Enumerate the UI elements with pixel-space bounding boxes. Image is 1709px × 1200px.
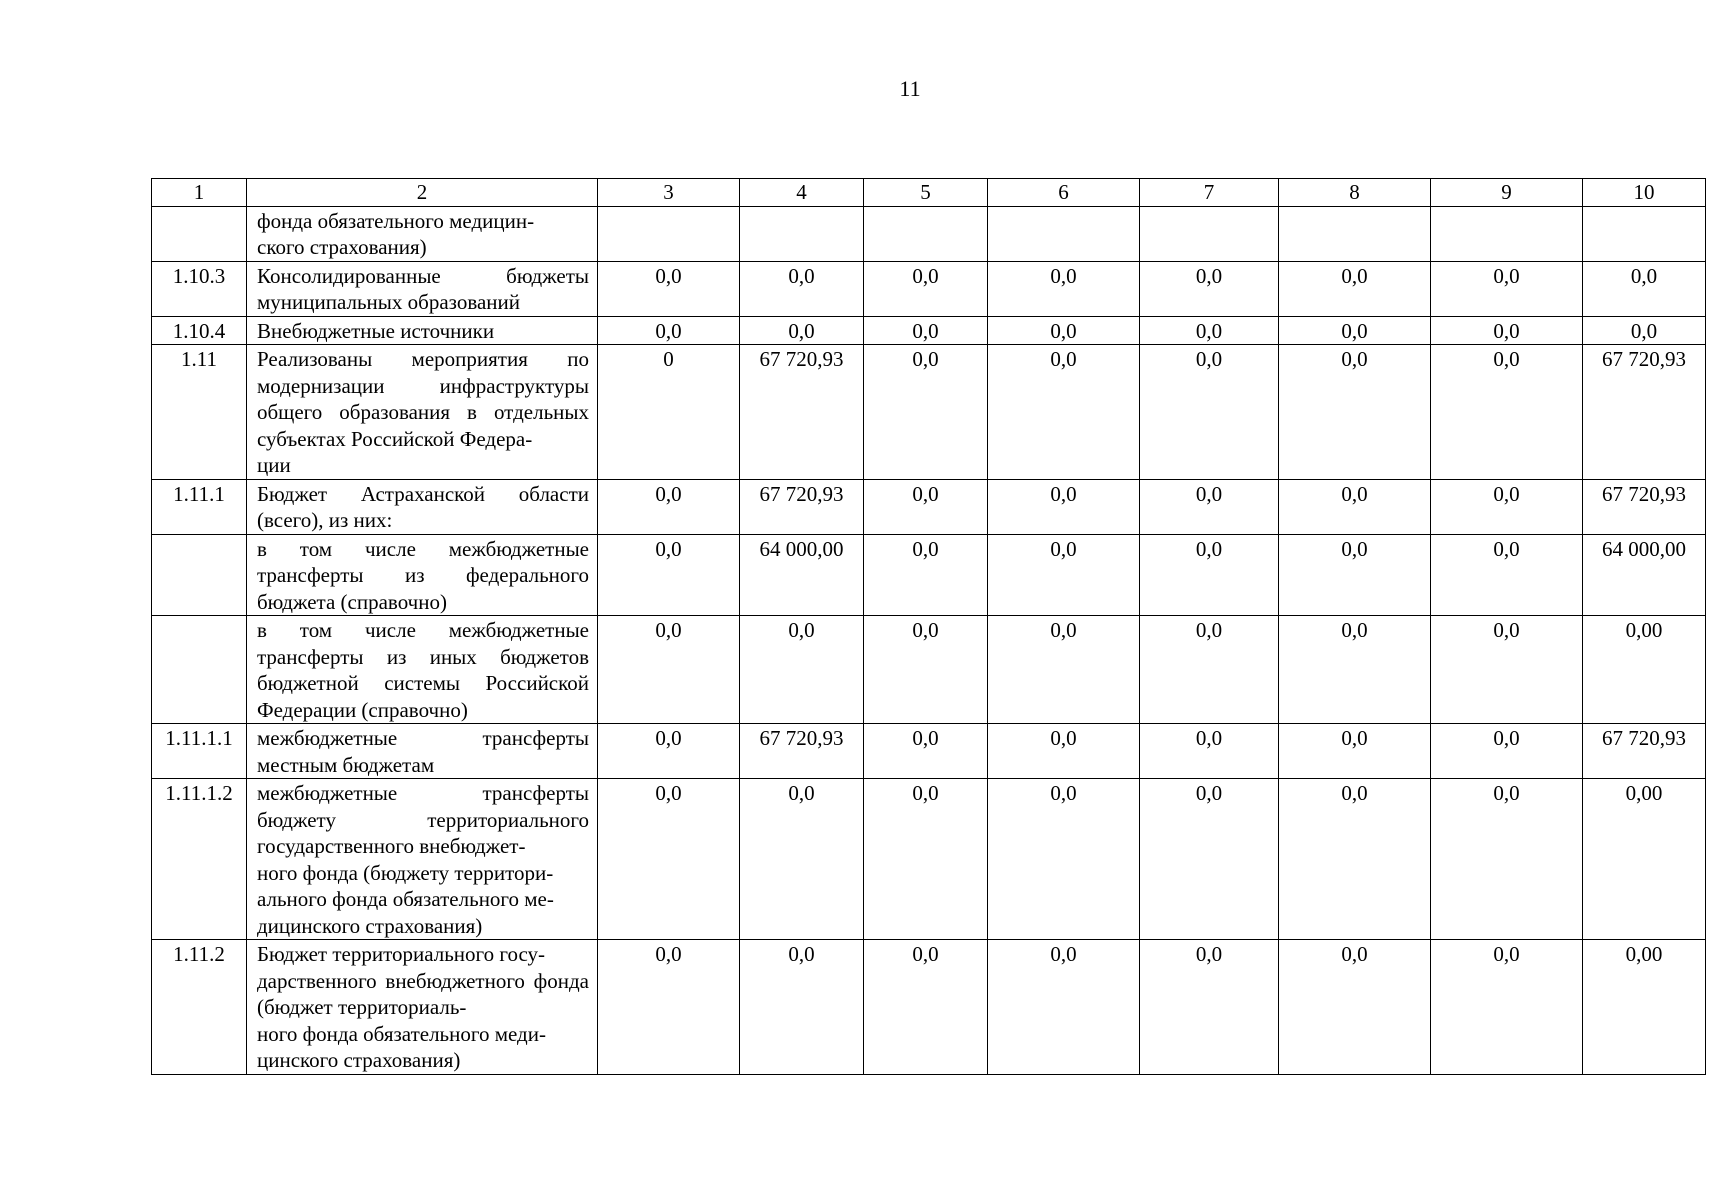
column-header: 10: [1583, 179, 1706, 207]
value-cell-col-4: 0,0: [740, 779, 864, 940]
row-name-cell: фонда обязательного медицин- ского страхования): [247, 206, 598, 261]
value-cell-col-8: 0,0: [1279, 316, 1431, 345]
table-row: [152, 479, 1706, 534]
value-cell-col-8: [1279, 206, 1431, 261]
value-cell-col-9: [1431, 206, 1583, 261]
column-header: 2: [247, 179, 598, 207]
value-cell-col-5: 0,0: [864, 616, 988, 724]
value-cell-col-3: 0,0: [598, 261, 740, 316]
row-name-cell: в том числе межбюджетные трансферты из федерального бюджета (справочно): [247, 534, 598, 616]
value-cell-col-4: 0,0: [740, 261, 864, 316]
table-row: [152, 724, 1706, 779]
value-cell-col-6: 0,0: [988, 479, 1140, 534]
page-number: 11: [899, 76, 921, 101]
value-cell-col-9: 0,0: [1431, 616, 1583, 724]
value-cell-col-10: 0,00: [1583, 779, 1706, 940]
value-cell-col-5: 0,0: [864, 316, 988, 345]
value-cell-col-9: 0,0: [1431, 534, 1583, 616]
value-cell-col-3: 0: [598, 345, 740, 480]
value-cell-col-5: 0,0: [864, 940, 988, 1075]
value-cell-col-9: 0,0: [1431, 940, 1583, 1075]
column-header: 6: [988, 179, 1140, 207]
value-cell-col-6: 0,0: [988, 261, 1140, 316]
value-cell-col-8: 0,0: [1279, 940, 1431, 1075]
value-cell-col-3: [598, 206, 740, 261]
column-header: 4: [740, 179, 864, 207]
value-cell-col-7: 0,0: [1140, 616, 1279, 724]
table-row: [152, 316, 1706, 345]
value-cell-col-4: 67 720,93: [740, 345, 864, 480]
value-cell-col-6: 0,0: [988, 779, 1140, 940]
value-cell-col-9: 0,0: [1431, 345, 1583, 480]
value-cell-col-8: 0,0: [1279, 261, 1431, 316]
value-cell-col-10: 0,0: [1583, 261, 1706, 316]
value-cell-col-6: [988, 206, 1140, 261]
row-code-cell: [152, 616, 247, 724]
value-cell-col-3: 0,0: [598, 779, 740, 940]
table-row: [152, 261, 1706, 316]
value-cell-col-6: 0,0: [988, 345, 1140, 480]
value-cell-col-8: 0,0: [1279, 479, 1431, 534]
value-cell-col-6: 0,0: [988, 616, 1140, 724]
row-name-cell: Реализованы мероприятия по модернизации инфраструктуры общего образования в отдельных субъектах Российской Федера- ции: [247, 345, 598, 480]
column-header: 9: [1431, 179, 1583, 207]
value-cell-col-10: 64 000,00: [1583, 534, 1706, 616]
value-cell-col-10: 67 720,93: [1583, 345, 1706, 480]
value-cell-col-4: 67 720,93: [740, 479, 864, 534]
value-cell-col-4: [740, 206, 864, 261]
value-cell-col-6: 0,0: [988, 940, 1140, 1075]
value-cell-col-5: 0,0: [864, 261, 988, 316]
value-cell-col-4: 64 000,00: [740, 534, 864, 616]
value-cell-col-6: 0,0: [988, 724, 1140, 779]
budget-table: [151, 178, 1706, 1075]
column-header: 5: [864, 179, 988, 207]
value-cell-col-8: 0,0: [1279, 616, 1431, 724]
value-cell-col-3: 0,0: [598, 534, 740, 616]
column-header: 7: [1140, 179, 1279, 207]
value-cell-col-3: 0,0: [598, 724, 740, 779]
header-row: [152, 179, 1706, 207]
row-code-cell: 1.11.2: [152, 940, 247, 1075]
value-cell-col-5: 0,0: [864, 345, 988, 480]
row-name-cell: Бюджет территориального госу- дарственного внебюджетного фонда (бюджет территориаль- ного фонда обязательного меди- цинского страхования): [247, 940, 598, 1075]
value-cell-col-7: 0,0: [1140, 534, 1279, 616]
value-cell-col-5: 0,0: [864, 479, 988, 534]
value-cell-col-5: 0,0: [864, 724, 988, 779]
table-row: [152, 940, 1706, 1075]
value-cell-col-7: 0,0: [1140, 261, 1279, 316]
value-cell-col-5: 0,0: [864, 779, 988, 940]
value-cell-col-3: 0,0: [598, 940, 740, 1075]
value-cell-col-4: 67 720,93: [740, 724, 864, 779]
row-code-cell: [152, 534, 247, 616]
row-code-cell: 1.10.4: [152, 316, 247, 345]
value-cell-col-8: 0,0: [1279, 534, 1431, 616]
value-cell-col-7: 0,0: [1140, 724, 1279, 779]
row-name-cell: Бюджет Астраханской области (всего), из них:: [247, 479, 598, 534]
value-cell-col-9: 0,0: [1431, 779, 1583, 940]
row-code-cell: 1.11.1: [152, 479, 247, 534]
value-cell-col-8: 0,0: [1279, 724, 1431, 779]
value-cell-col-8: 0,0: [1279, 345, 1431, 480]
value-cell-col-4: 0,0: [740, 940, 864, 1075]
row-code-cell: 1.11.1.1: [152, 724, 247, 779]
table-row: [152, 616, 1706, 724]
row-name-cell: Внебюджетные источники: [247, 316, 598, 345]
table-header: [152, 179, 1706, 207]
column-header: 3: [598, 179, 740, 207]
value-cell-col-7: 0,0: [1140, 316, 1279, 345]
row-code-cell: 1.11.1.2: [152, 779, 247, 940]
value-cell-col-3: 0,0: [598, 316, 740, 345]
column-header: 8: [1279, 179, 1431, 207]
row-code-cell: 1.11: [152, 345, 247, 480]
row-code-cell: [152, 206, 247, 261]
row-name-cell: Консолидированные бюджеты муниципальных образований: [247, 261, 598, 316]
value-cell-col-10: [1583, 206, 1706, 261]
column-header: 1: [152, 179, 247, 207]
value-cell-col-6: 0,0: [988, 534, 1140, 616]
value-cell-col-9: 0,0: [1431, 261, 1583, 316]
value-cell-col-5: [864, 206, 988, 261]
value-cell-col-9: 0,0: [1431, 479, 1583, 534]
value-cell-col-7: 0,0: [1140, 479, 1279, 534]
value-cell-col-9: 0,0: [1431, 316, 1583, 345]
table-row: [152, 345, 1706, 480]
row-name-cell: межбюджетные трансферты бюджету территориального государственного внебюджет- ного фонда (бюджету территори- ального фонда обязательного ме- дицинского страхования): [247, 779, 598, 940]
value-cell-col-7: 0,0: [1140, 940, 1279, 1075]
table-body: [152, 206, 1706, 1074]
value-cell-col-9: 0,0: [1431, 724, 1583, 779]
value-cell-col-4: 0,0: [740, 616, 864, 724]
value-cell-col-3: 0,0: [598, 479, 740, 534]
value-cell-col-10: 67 720,93: [1583, 724, 1706, 779]
table-row: [152, 206, 1706, 261]
value-cell-col-4: 0,0: [740, 316, 864, 345]
value-cell-col-5: 0,0: [864, 534, 988, 616]
value-cell-col-7: [1140, 206, 1279, 261]
value-cell-col-8: 0,0: [1279, 779, 1431, 940]
value-cell-col-10: 67 720,93: [1583, 479, 1706, 534]
row-code-cell: 1.10.3: [152, 261, 247, 316]
value-cell-col-10: 0,0: [1583, 316, 1706, 345]
value-cell-col-7: 0,0: [1140, 345, 1279, 480]
table-row: [152, 534, 1706, 616]
value-cell-col-7: 0,0: [1140, 779, 1279, 940]
value-cell-col-3: 0,0: [598, 616, 740, 724]
value-cell-col-10: 0,00: [1583, 940, 1706, 1075]
table-row: [152, 779, 1706, 940]
row-name-cell: межбюджетные трансферты местным бюджетам: [247, 724, 598, 779]
value-cell-col-10: 0,00: [1583, 616, 1706, 724]
value-cell-col-6: 0,0: [988, 316, 1140, 345]
row-name-cell: в том числе межбюджетные трансферты из иных бюджетов бюджетной системы Российской Федерации (справочно): [247, 616, 598, 724]
